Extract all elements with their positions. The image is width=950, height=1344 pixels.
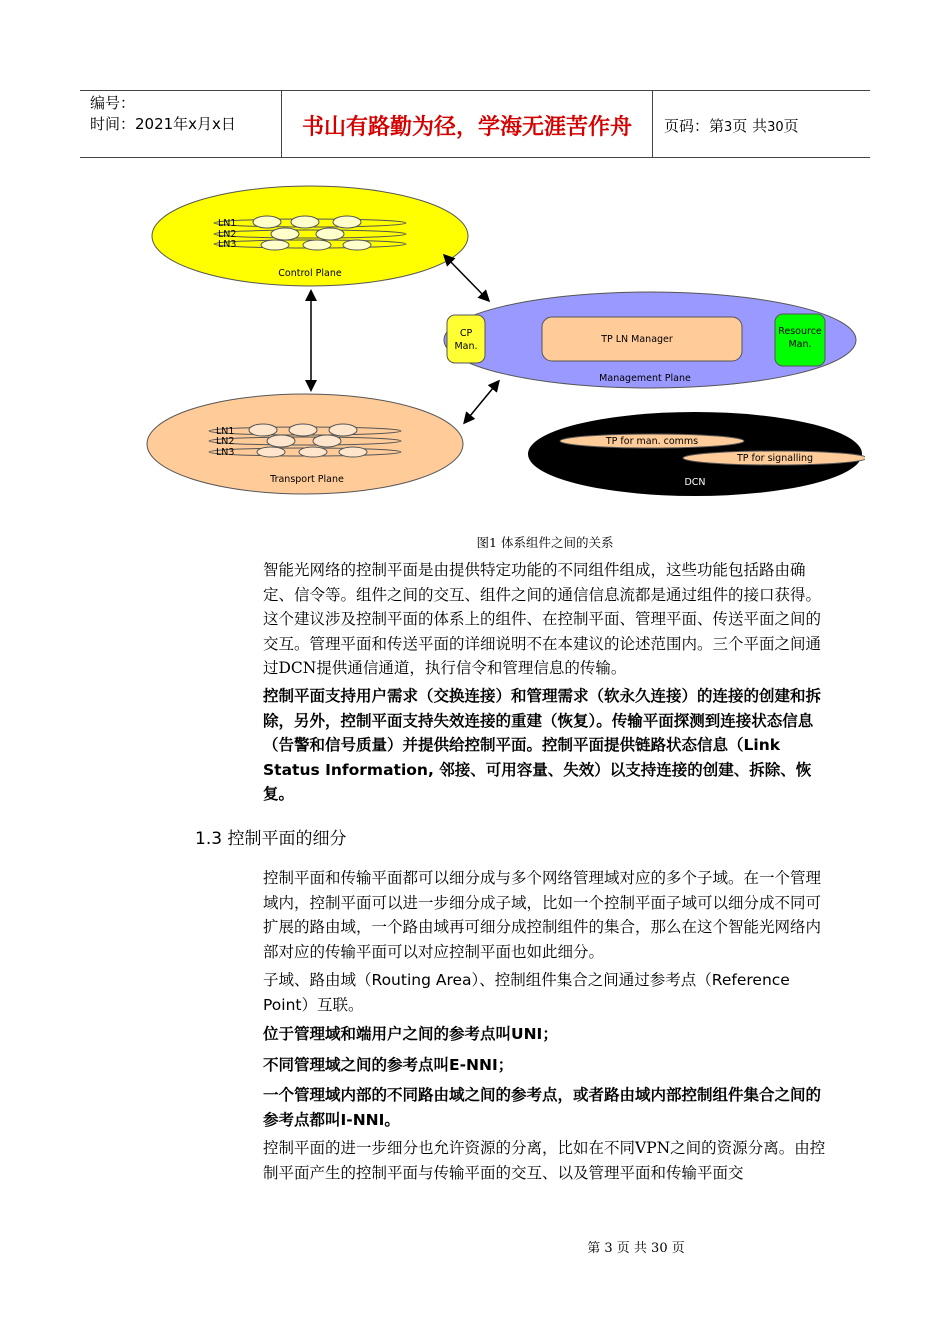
tp-lane-1-label: LN1 [216,426,235,437]
header-info [90,93,236,135]
header-top-rule [80,90,870,91]
page-number: 3 [724,120,733,135]
section-heading: 1.3 控制平面的细分 [195,829,347,849]
management-plane [444,292,856,388]
cp-lane-2-label: LN2 [218,229,237,240]
management-plane-label: Management Plane [599,373,691,384]
cp-lane-3-label: LN3 [218,239,237,250]
cp-lane-1-label: LN1 [218,218,237,229]
figure-caption: 图1 体系组件之间的关系 [476,535,614,550]
header-page-info [664,115,799,136]
arrow-transport-management [465,382,498,422]
cp-man-line1: CP [459,328,473,339]
page-footer: 第 3 页 共 30 页 [587,1241,685,1256]
page-total: 30 [767,120,784,135]
tp-lane-3-label: LN3 [216,447,235,458]
page-end: 页 [783,117,799,135]
arrow-control-management [445,256,488,300]
header-motto: 书山有路勤为径，学海无涯苦作舟 [301,114,632,140]
header-bottom-rule [80,157,870,158]
serial-label: 编号： [90,94,136,112]
cp-man-line2: Man. [454,341,478,352]
paragraph-uni: 位于管理域和端用户之间的参考点叫UNI； [263,1025,558,1043]
control-plane-label: Control Plane [278,268,342,279]
tp-lane-2-label: LN2 [216,436,235,447]
time-label: 时间：2021年x月x日 [90,115,236,133]
transport-plane-lanes [209,424,401,457]
paragraph-i-nni: 一个管理域内部的不同路由域之间的参考点，或者路由域内部控制组件集合之间的参考点都叫I-NNI。 [263,1086,822,1129]
paragraph-subdivision: 控制平面和传输平面都可以细分成与多个网络管理域对应的多个子域。在一个管理域内，控制平面可以进一步细分成子域，比如一个控制平面子域可以细分成不同可扩展的路由域，一个路由域再可细分成控制组件的集合，那么在这个智能光网络内部对应的传输平面可以对应控制平面也如此细分。 [263,869,822,961]
resource-man-line1: Resource [778,326,822,337]
dcn [528,412,865,496]
control-plane [152,186,468,286]
paragraph-e-nni: 不同管理域之间的参考点叫E-NNI； [263,1056,514,1074]
transport-plane-label: Transport Plane [270,474,344,485]
paragraph-overview: 智能光网络的控制平面是由提供特定功能的不同组件组成，这些功能包括路由确定、信令等。组件之间的交互、组件之间的通信信息流都是通过组件的接口获得。这个建议涉及控制平面的体系上的组件、在控制平面、管理平面、传送平面之间的交互。管理平面和传送平面的详细说明不在本建议的论述范围内。三个平面之间通过DCN提供通信通道，执行信令和管理信息的传输。 [263,561,822,677]
header-divider-right [652,91,653,157]
control-plane-lanes [214,216,406,250]
resource-man-line2: Man. [788,339,812,350]
page-mid: 页 共 [732,117,768,135]
paragraph-control-functions: 控制平面支持用户需求（交换连接）和管理需求（软永久连接）的连接的创建和拆除，另外，控制平面支持失效连接的重建（恢复）。传输平面探测到连接状态信息（告警和信号质量）并提供给控制平面。控制平面提供链路状态信息（Link Status Information, 邻接、可用容量、失效）以支持连接的创建、拆除、恢复。 [263,687,822,803]
architecture-diagram [145,182,865,502]
paragraph-reference-point: 子域、路由域（Routing Area）、控制组件集合之间通过参考点（Reference Point）互联。 [263,971,790,1014]
dcn-label: DCN [684,477,706,488]
transport-plane [147,394,463,494]
paragraph-resource-separation: 控制平面的进一步细分也允许资源的分离，比如在不同VPN之间的资源分离。由控制平面产生的控制平面与传输平面的交互、以及管理平面和传输平面交 [263,1139,826,1182]
dcn-band-signalling-label: TP for signalling [736,453,814,464]
cp-man-box [447,315,485,363]
page-label: 页码：第 [664,117,725,135]
dcn-band-man-comms-label: TP for man. comms [605,436,699,447]
tp-ln-manager-label: TP LN Manager [601,334,673,345]
